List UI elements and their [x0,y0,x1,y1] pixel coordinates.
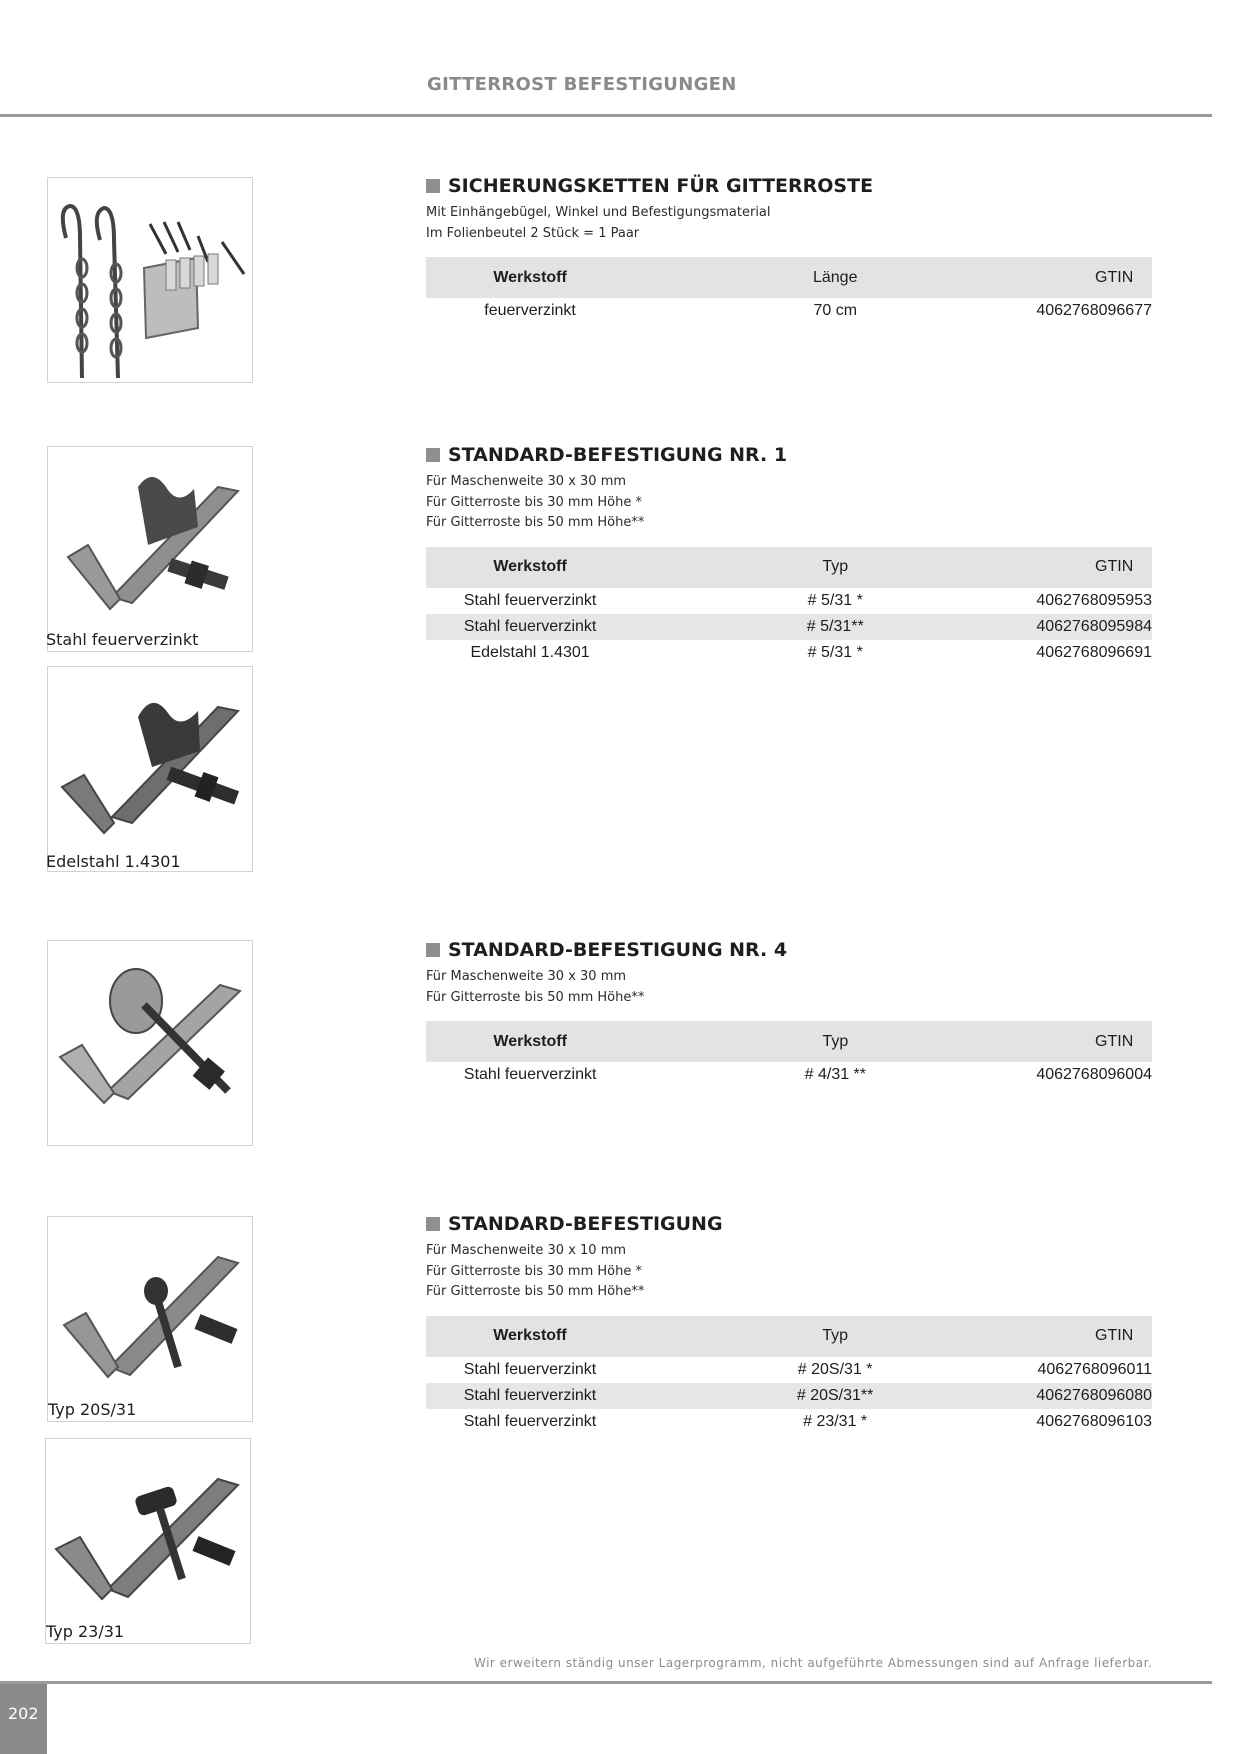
chain-icon [48,178,254,384]
table-header-row: Werkstoff Typ GTIN [426,1316,1152,1357]
caption-stainless: Edelstahl 1.4301 [46,852,181,871]
table-row: Stahl feuerverzinkt # 5/31 * 4062768095953 [463,591,1152,609]
section-safety-chains [426,173,1152,324]
table-row: feuerverzinkt 70 cm 4062768096677 [484,302,1152,319]
table-row: Stahl feuerverzinkt # 23/31 * 4062768096103 [463,1412,1152,1430]
table-row: Stahl feuerverzinkt # 20S/31 * 4062768096011 [463,1360,1152,1378]
product-table [426,547,1152,666]
clamp-icon [48,667,254,873]
fastener-20s-photo [47,1216,253,1422]
section-description: Mit Einhängebügel, Winkel und Befestigungsmaterial Im Folienbeutel 2 Stück = 1 Paar [426,205,771,241]
fastener-23-photo [45,1438,251,1644]
safety-chain-photo [47,177,253,383]
section-title: STANDARD-BEFESTIGUNG [426,1211,1152,1237]
clamp-icon [46,1439,252,1645]
bullet-square-icon [426,448,440,462]
caption-20s: Typ 20S/31 [48,1400,137,1419]
caption-23: Typ 23/31 [46,1622,125,1641]
section-description: Für Maschenweite 30 x 30 mm Für Gitterroste bis 50 mm Höhe** [426,969,645,1005]
fastener-nr4-photo [47,940,253,1146]
section-description: Für Maschenweite 30 x 10 mm Für Gitterroste bis 30 mm Höhe * Für Gitterroste bis 50 mm Höhe** [426,1243,645,1299]
section-standard [426,1211,1152,1435]
caption-galvanized: Stahl feuerverzinkt [46,630,199,649]
table-row: Edelstahl 1.4301 # 5/31 * 4062768096691 [470,643,1152,661]
section-standard-nr4 [426,937,1152,1088]
footer-divider [0,1681,1212,1684]
page-title: GITTERROST BEFESTIGUNGEN [427,74,737,95]
product-table [426,257,1152,324]
table-row: Stahl feuerverzinkt # 4/31 ** 4062768096004 [463,1066,1152,1083]
page-header [0,70,1212,117]
section-title: SICHERUNGSKETTEN FÜR GITTERROSTE [426,173,1152,199]
bullet-square-icon [426,1217,440,1231]
product-table [426,1021,1152,1088]
table-header-row: Werkstoff Typ GTIN [426,547,1152,588]
fastener-stainless-photo [47,666,253,872]
table-row: Stahl feuerverzinkt # 20S/31** 4062768096080 [426,1383,1152,1409]
table-header-row: Werkstoff Typ GTIN [426,1021,1152,1062]
footer-note: Wir erweitern ständig unser Lagerprogramm, nicht aufgeführte Abmessungen sind auf Anfrage lieferbar. [474,1656,1153,1670]
table-row: Stahl feuerverzinkt # 5/31** 4062768095984 [426,614,1152,640]
page-number: 202 [8,1704,39,1723]
bullet-square-icon [426,943,440,957]
bullet-square-icon [426,179,440,193]
section-standard-nr1 [426,442,1152,666]
section-description: Für Maschenweite 30 x 30 mm Für Gitterroste bis 30 mm Höhe * Für Gitterroste bis 50 mm Höhe** [426,474,645,530]
clamp-icon [48,1217,254,1423]
clamp-washer-icon [48,941,254,1147]
section-title: STANDARD-BEFESTIGUNG NR. 1 [426,442,1152,468]
clamp-icon [48,447,254,653]
product-table [426,1316,1152,1435]
section-title: STANDARD-BEFESTIGUNG NR. 4 [426,937,1152,963]
fastener-galvanized-photo [47,446,253,652]
table-header-row: Werkstoff Länge GTIN [426,257,1152,298]
